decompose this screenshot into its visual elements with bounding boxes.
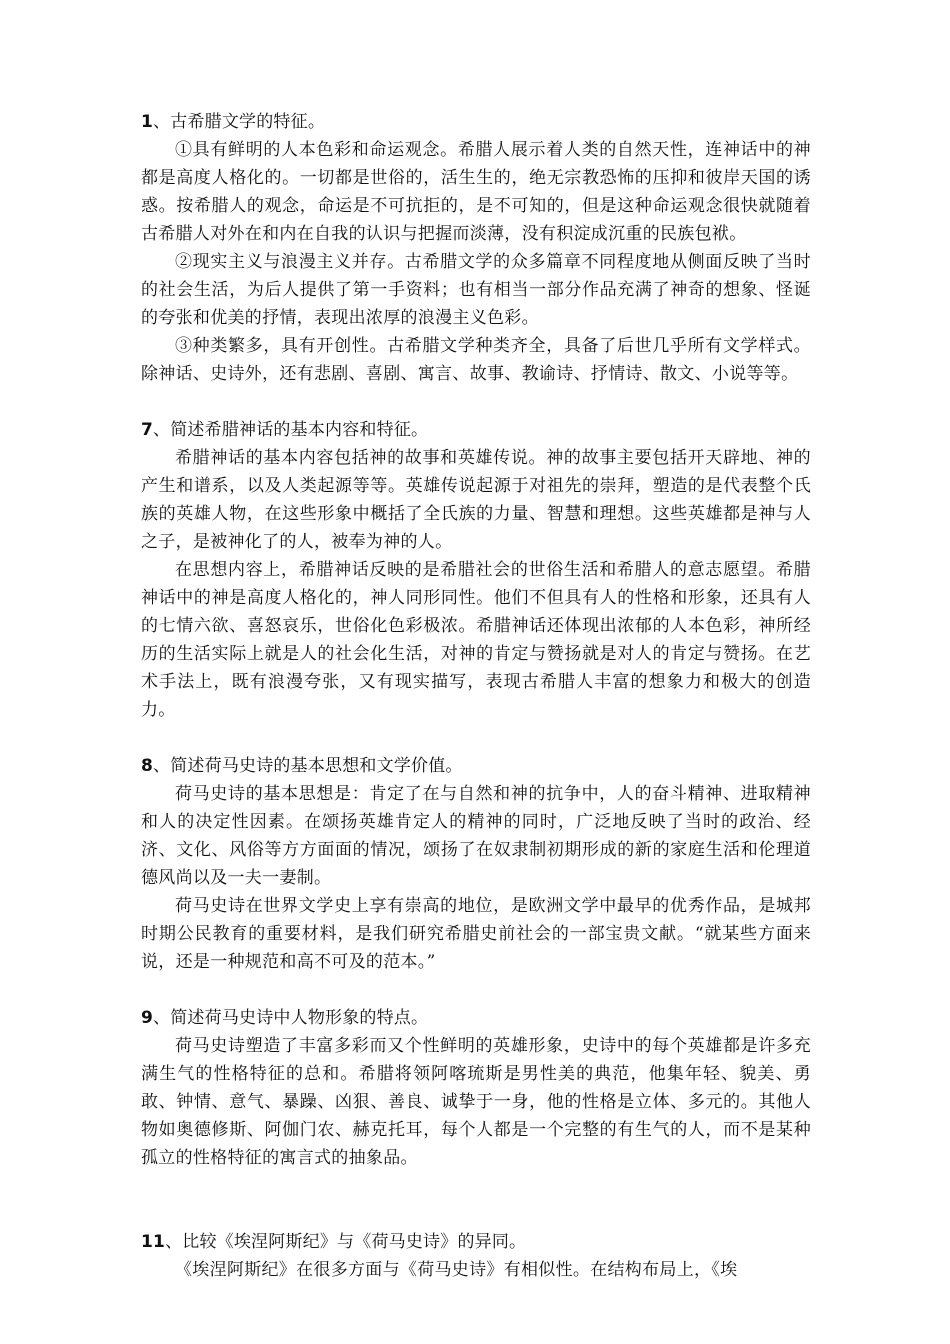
section-title: 、古希腊文学的特征。 <box>153 112 326 132</box>
section-heading <box>141 752 811 780</box>
paragraph: ②现实主义与浪漫主义并存。古希腊文学的众多篇章不同程度地从侧面反映了当时的社会生活，为后人提供了第一手资料；也有相当一部分作品充满了神奇的想象、怪诞的夸张和优美的抒情，表现出浓厚的浪漫主义色彩。 <box>141 252 811 328</box>
section-7 <box>141 416 811 724</box>
document-page <box>141 108 811 1284</box>
paragraph: ③种类繁多，具有开创性。古希腊文学种类齐全，具备了后世几乎所有文学样式。除神话、史诗外，还有悲剧、喜剧、寓言、故事、教谕诗、抒情诗、散文、小说等等。 <box>141 336 811 384</box>
paragraph: 希腊神话的基本内容包括神的故事和英雄传说。神的故事主要包括开天辟地、神的产生和谱系，以及人类起源等等。英雄传说起源于对祖先的崇拜，塑造的是代表整个氏族的英雄人物，在这些形象中概括了全氏族的力量、智慧和理想。这些英雄都是神与人之子，是被神化了的人，被奉为神的人。 <box>141 448 811 552</box>
section-heading <box>141 416 811 444</box>
paragraph: 在思想内容上，希腊神话反映的是希腊社会的世俗生活和希腊人的意志愿望。希腊神话中的神是高度人格化的，神人同形同性。他们不但具有人的性格和形象，还具有人的七情六欲、喜怒哀乐，世俗化色彩极浓。希腊神话还体现出浓郁的人本色彩，神所经历的生活实际上就是人的社会化生活，对神的肯定与赞扬就是对人的肯定与赞扬。在艺术手法上，既有浪漫夸张，又有现实描写，表现古希腊人丰富的想象力和极大的创造力。 <box>141 560 811 720</box>
section-heading <box>141 1228 811 1256</box>
paragraph: 《埃涅阿斯纪》在很多方面与《荷马史诗》有相似性。在结构布局上，《埃 <box>175 1260 738 1280</box>
paragraph: ①具有鲜明的人本色彩和命运观念。希腊人展示着人类的自然天性，连神话中的神都是高度人格化的。一切都是世俗的，活生生的，绝无宗教恐怖的压抑和彼岸天国的诱惑。按希腊人的观念，命运是不可抗拒的，是不可知的，但是这种命运观念很快就随着古希腊人对外在和内在自我的认识与把握而淡薄，没有积淀成沉重的民族包袱。 <box>141 140 811 244</box>
section-number: 9 <box>141 1008 154 1028</box>
section-title: 、简述荷马史诗中人物形象的特点。 <box>153 1008 429 1028</box>
section-title: 、比较《埃涅阿斯纪》与《荷马史诗》的异同。 <box>165 1232 527 1252</box>
section-heading <box>141 108 811 136</box>
section-1 <box>141 108 811 388</box>
section-8 <box>141 752 811 976</box>
section-number: 7 <box>141 420 154 440</box>
paragraph: 荷马史诗的基本思想是：肯定了在与自然和神的抗争中，人的奋斗精神、进取精神和人的决定性因素。在颂扬英雄肯定人的精神的同时，广泛地反映了当时的政治、经济、文化、风俗等方方面面的情况，颂扬了在奴隶制初期形成的新的家庭生活和伦理道德风尚以及一夫一妻制。 <box>141 784 811 888</box>
section-number: 1 <box>141 112 154 132</box>
section-title: 、简述希腊神话的基本内容和特征。 <box>153 420 429 440</box>
section-11 <box>141 1228 811 1284</box>
section-number: 8 <box>141 756 154 776</box>
section-title: 、简述荷马史诗的基本思想和文学价值。 <box>153 756 463 776</box>
paragraph: 荷马史诗在世界文学史上享有崇高的地位，是欧洲文学中最早的优秀作品，是城邦时期公民教育的重要材料，是我们研究希腊史前社会的一部宝贵文献。“就某些方面来说，还是一种规范和高不可及的范本。” <box>141 896 811 972</box>
section-heading <box>141 1004 811 1032</box>
section-9 <box>141 1004 811 1172</box>
paragraph: 荷马史诗塑造了丰富多彩而又个性鲜明的英雄形象，史诗中的每个英雄都是许多充满生气的性格特征的总和。希腊将领阿喀琉斯是男性美的典范，他集年轻、貌美、勇敢、钟情、意气、暴躁、凶狠、善良、诚挚于一身，他的性格是立体、多元的。其他人物如奥德修斯、阿伽门农、赫克托耳，每个人都是一个完整的有生气的人，而不是某种孤立的性格特征的寓言式的抽象品。 <box>141 1036 811 1168</box>
section-number: 11 <box>141 1232 166 1252</box>
